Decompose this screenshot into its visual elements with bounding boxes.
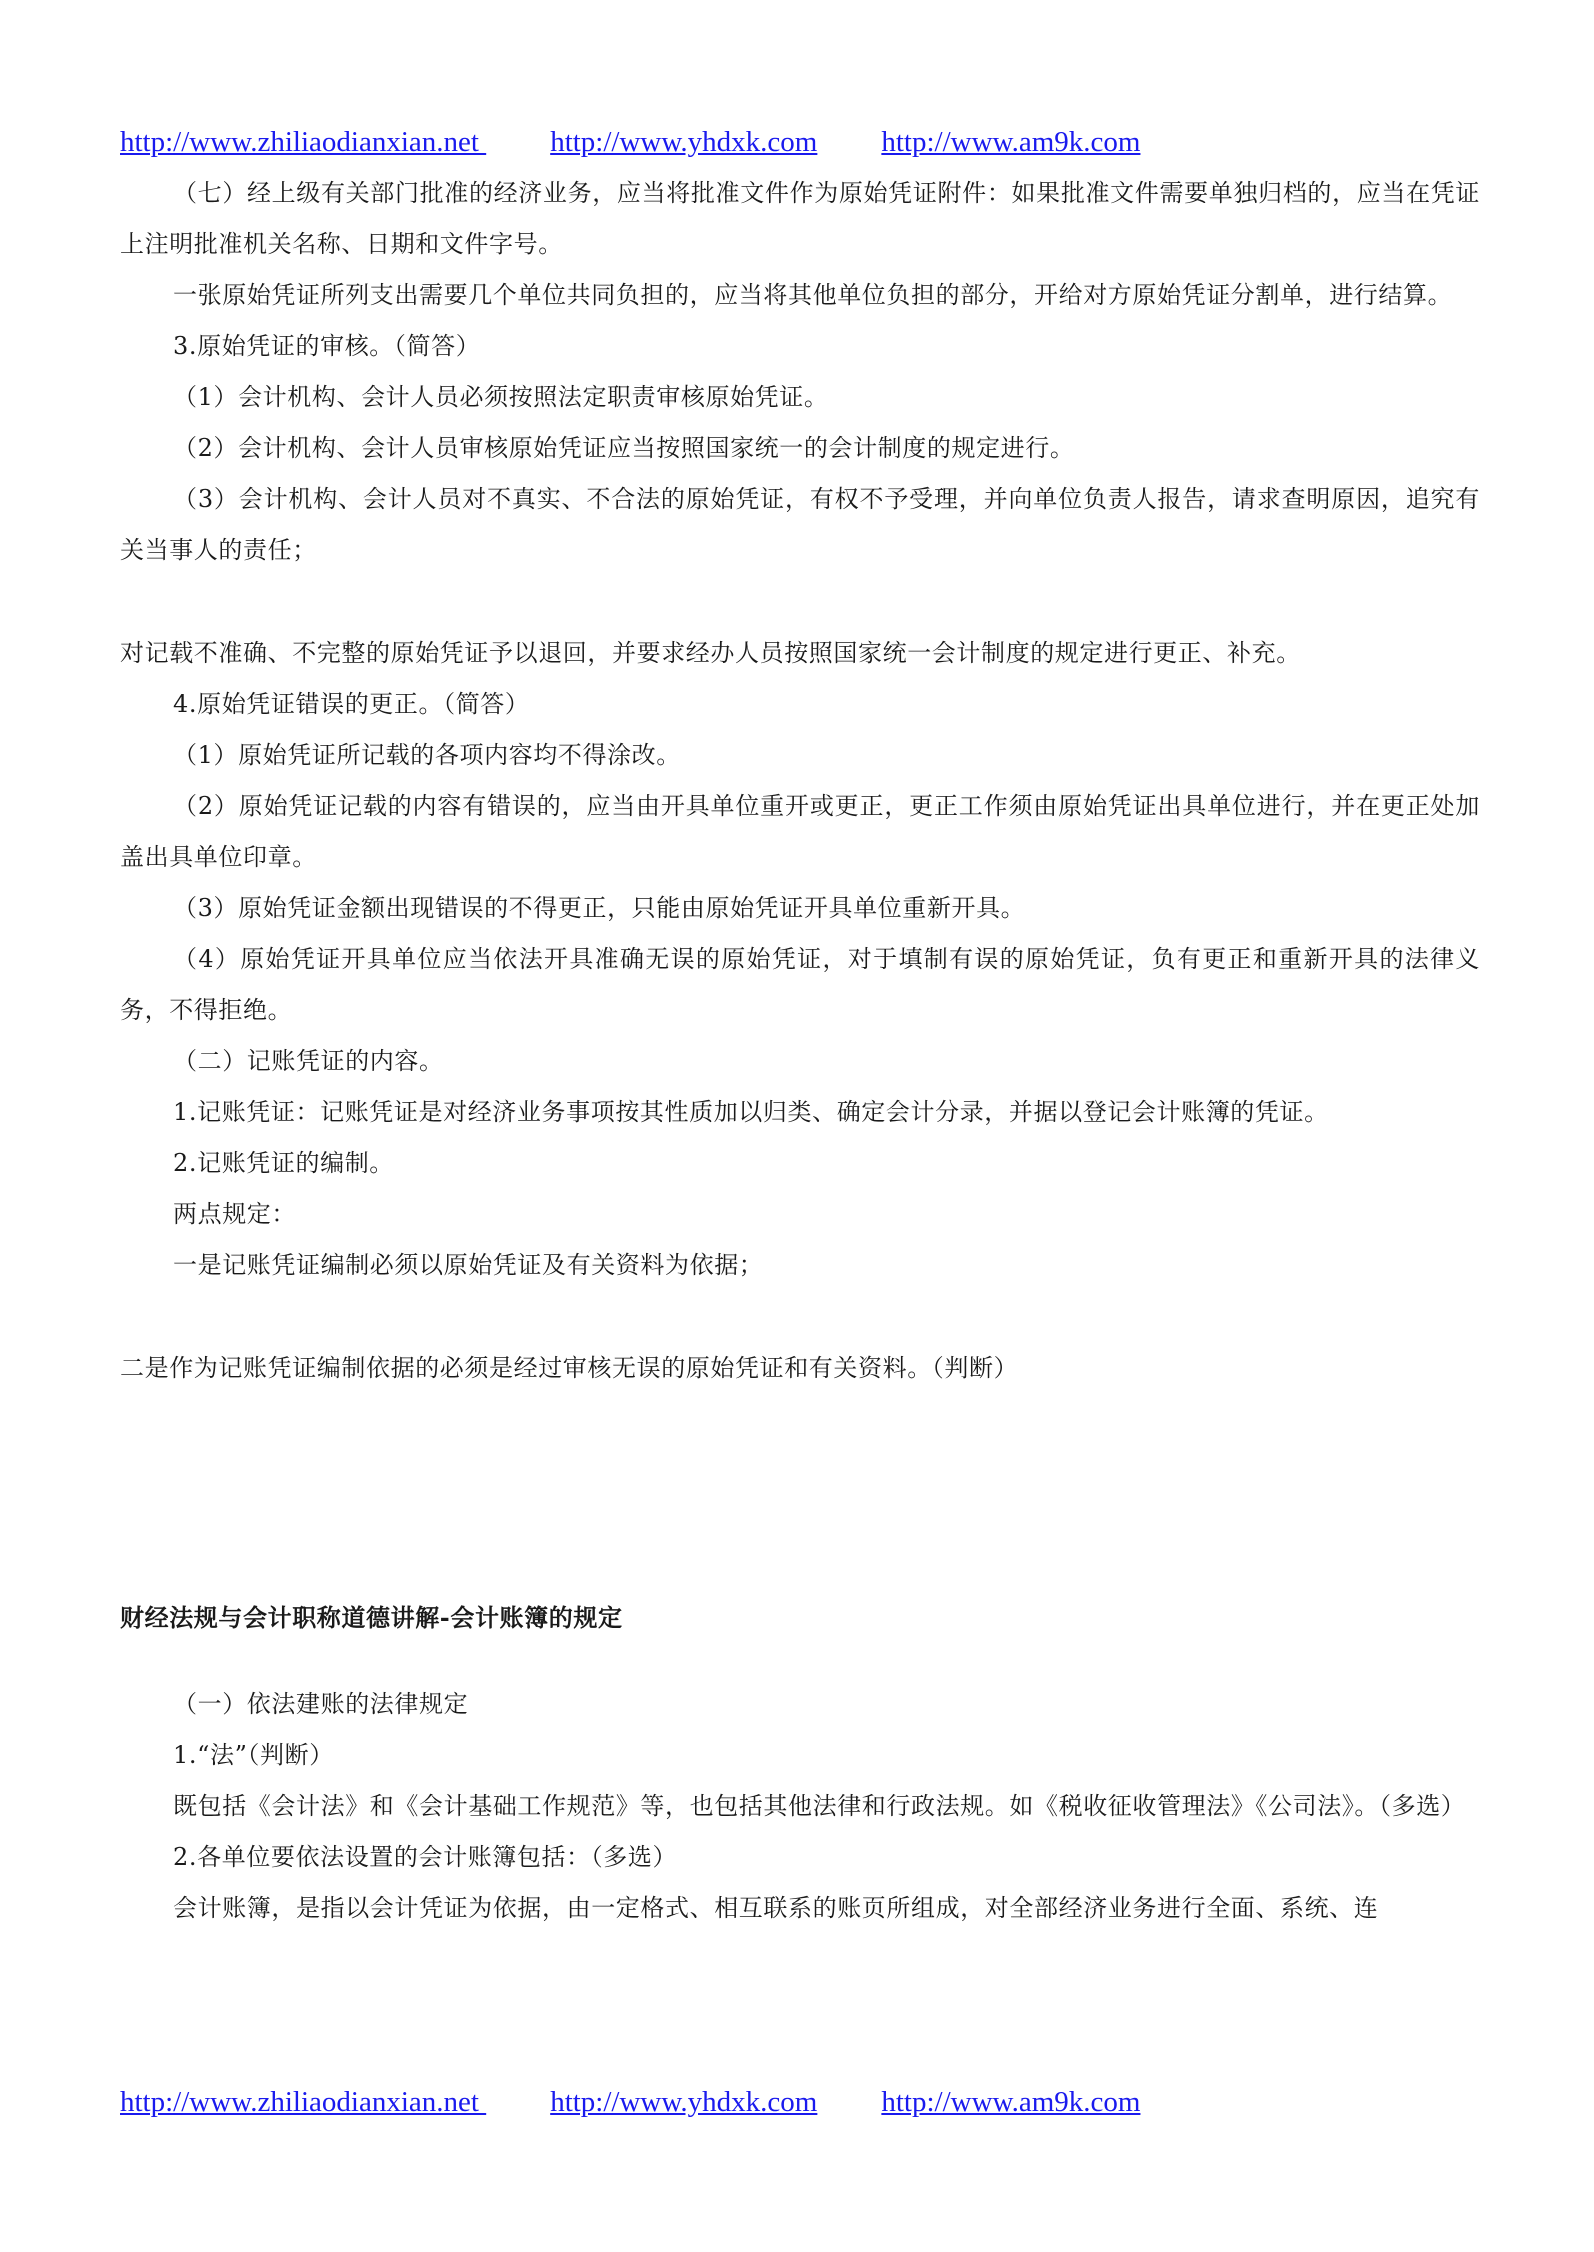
- paragraph: （1）原始凭证所记载的各项内容均不得涂改。: [173, 741, 681, 769]
- paragraph: （2）原始凭证记载的内容有错误的，应当由开具单位重开或更正，更正工作须由原始凭证出具单位进行，并在更正处加盖出具单位印章。: [120, 792, 1480, 871]
- paragraph: 3.原始凭证的审核。（简答）: [173, 332, 481, 360]
- paragraph: （1）会计机构、会计人员必须按照法定职责审核原始凭证。: [173, 383, 829, 411]
- paragraph: （七）经上级有关部门批准的经济业务，应当将批准文件作为原始凭证附件：如果批准文件需要单独归档的，应当在凭证上注明批准机关名称、日期和文件字号。: [120, 179, 1480, 258]
- footer-link-zhiliaodianxian[interactable]: http://www.zhiliaodianxian.net: [120, 2085, 487, 2118]
- paragraph: 1.记账凭证：记账凭证是对经济业务事项按其性质加以归类、确定会计分录，并据以登记会计账簿的凭证。: [173, 1098, 1329, 1126]
- paragraph: （3）会计机构、会计人员对不真实、不合法的原始凭证，有权不予受理，并向单位负责人报告，请求查明原因，追究有关当事人的责任；: [120, 485, 1480, 564]
- paragraph: （2）会计机构、会计人员审核原始凭证应当按照国家统一的会计制度的规定进行。: [173, 434, 1075, 462]
- paragraph: 2.记账凭证的编制。: [173, 1149, 394, 1177]
- spacer: [120, 1291, 1480, 1343]
- footer-link-yhdxk[interactable]: http://www.yhdxk.com: [550, 2085, 818, 2118]
- paragraph: 2.各单位要依法设置的会计账簿包括：（多选）: [173, 1843, 678, 1871]
- spacer: [120, 576, 1480, 628]
- paragraph: 对记载不准确、不完整的原始凭证予以退回，并要求经办人员按照国家统一会计制度的规定进行更正、补充。: [120, 639, 1301, 667]
- footer-link-am9k[interactable]: http://www.am9k.com: [881, 2085, 1141, 2118]
- paragraph: （4）原始凭证开具单位应当依法开具准确无误的原始凭证，对于填制有误的原始凭证，负有更正和重新开具的法律义务，不得拒绝。: [120, 945, 1480, 1024]
- paragraph: （一）依法建账的法律规定: [173, 1690, 469, 1718]
- spacer: [120, 1643, 1480, 1679]
- document-body: [120, 168, 1480, 1934]
- paragraph: 两点规定：: [173, 1200, 296, 1228]
- header-link-yhdxk[interactable]: http://www.yhdxk.com: [550, 125, 818, 158]
- paragraph: 既包括《会计法》和《会计基础工作规范》等，也包括其他法律和行政法规。如《税收征收管理法》《公司法》。（多选）: [173, 1792, 1466, 1820]
- header-link-zhiliaodianxian[interactable]: http://www.zhiliaodianxian.net: [120, 125, 487, 158]
- paragraph: 会计账簿，是指以会计凭证为依据，由一定格式、相互联系的账页所组成，对全部经济业务进行全面、系统、连: [173, 1894, 1379, 1922]
- paragraph: （二）记账凭证的内容。: [173, 1047, 444, 1075]
- section-heading: 财经法规与会计职称道德讲解-会计账簿的规定: [120, 1603, 623, 1632]
- paragraph: 一张原始凭证所列支出需要几个单位共同负担的，应当将其他单位负担的部分，开给对方原始凭证分割单，进行结算。: [173, 281, 1453, 309]
- paragraph: 一是记账凭证编制必须以原始凭证及有关资料为依据；: [173, 1251, 764, 1279]
- footer-links: [120, 2080, 1140, 2124]
- paragraph: 4.原始凭证错误的更正。（简答）: [173, 690, 530, 718]
- spacer: [120, 1394, 1480, 1592]
- paragraph: 1.“法”（判断）: [173, 1741, 334, 1769]
- paragraph: （3）原始凭证金额出现错误的不得更正，只能由原始凭证开具单位重新开具。: [173, 894, 1026, 922]
- header-link-am9k[interactable]: http://www.am9k.com: [881, 125, 1141, 158]
- paragraph: 二是作为记账凭证编制依据的必须是经过审核无误的原始凭证和有关资料。（判断）: [120, 1354, 1019, 1382]
- header-links: [120, 120, 1140, 164]
